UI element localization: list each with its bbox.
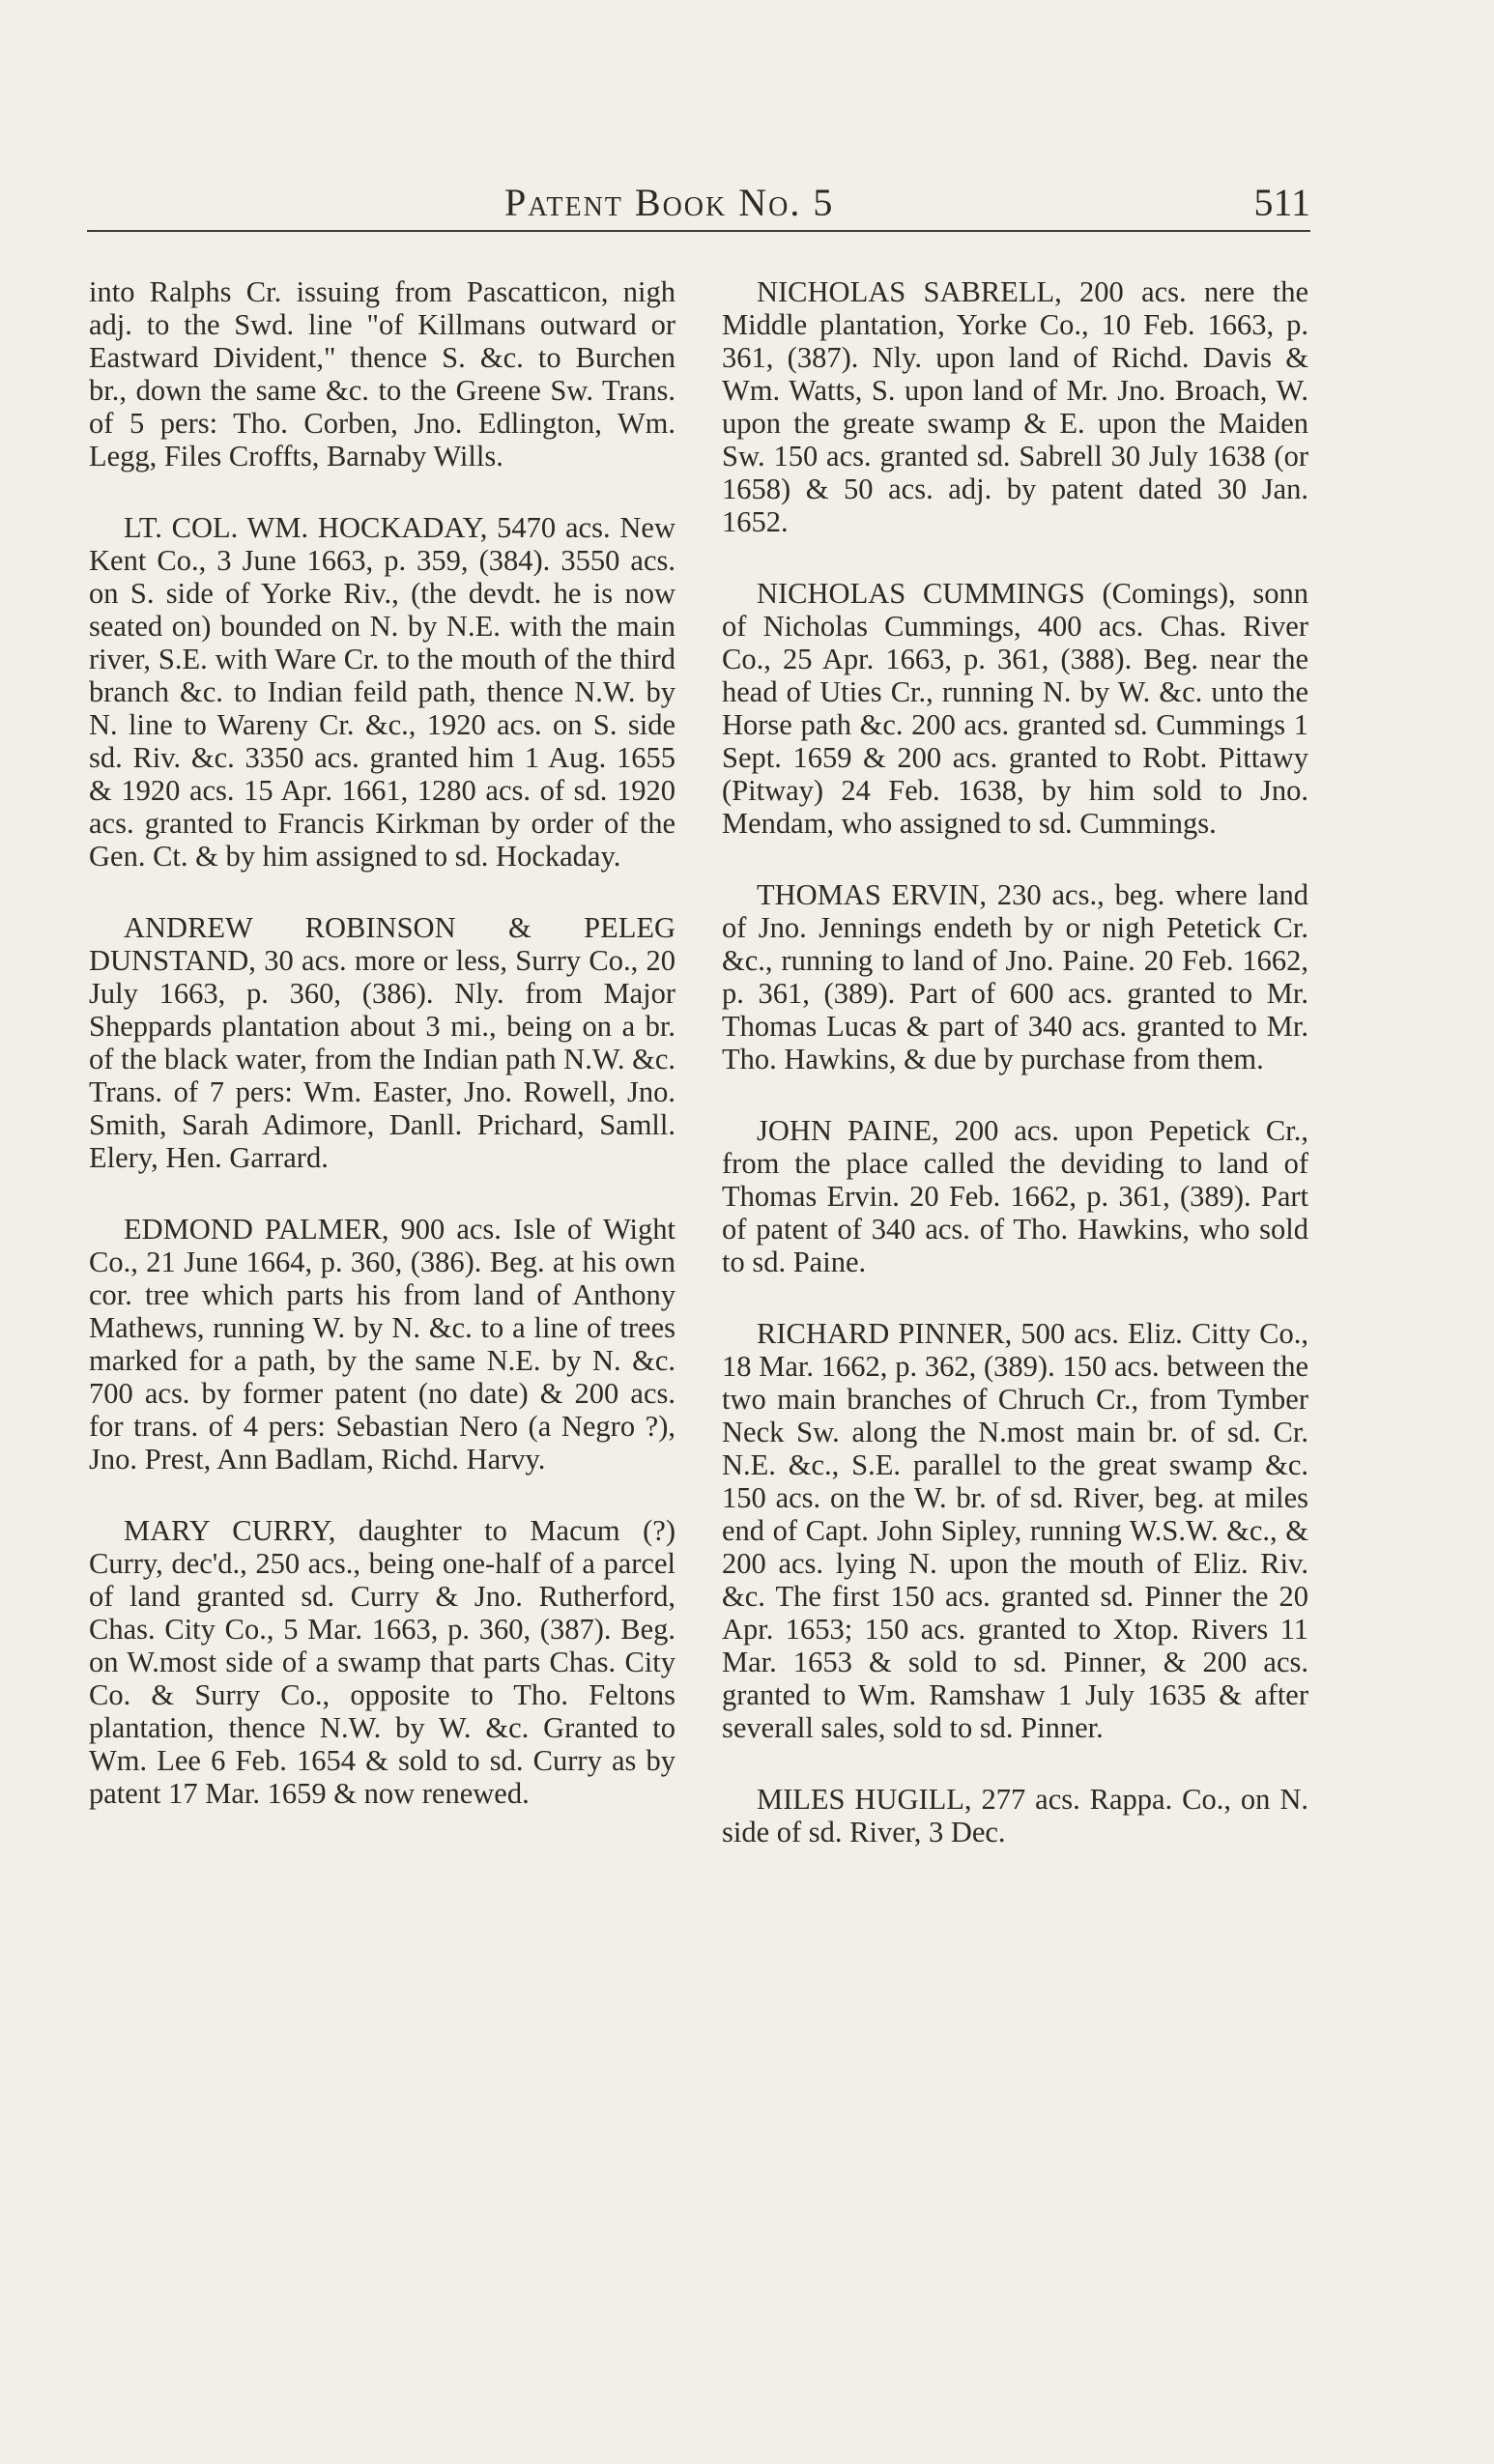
entry-palmer: EDMOND PALMER, 900 acs. Isle of Wight Co., 21 June 1664, p. 360, (386). Beg. at his own cor. tree which parts his from land of Anthony Mathews, running W. by N. &c. to a line of trees marked for a path, by the same N.E. by N. &c. 700 acs. by former patent (no date) & 200 acs. for trans. of 4 pers: Sebastian Nero (a Negro ?), Jno. Prest, Ann Badlam, Richd. Harvy. [89, 1213, 675, 1476]
entry-curry: MARY CURRY, daughter to Macum (?) Curry, dec'd., 250 acs., being one-half of a parcel of land granted sd. Curry & Jno. Rutherford, Chas. City Co., 5 Mar. 1663, p. 360, (387). Beg. on W.most side of a swamp that parts Chas. City Co. & Surry Co., opposite to Tho. Feltons plantation, thence N.W. by W. &c. Granted to Wm. Lee 6 Feb. 1654 & sold to sd. Curry as by patent 17 Mar. 1659 & now renewed. [89, 1514, 675, 1810]
right-column [722, 275, 1308, 1887]
page-header [87, 174, 1310, 232]
entry-paine: JOHN PAINE, 200 acs. upon Pepetick Cr., from the place called the deviding to land of Thomas Ervin. 20 Feb. 1662, p. 361, (389). Part of patent of 340 acs. of Tho. Hawkins, who sold to sd. Paine. [722, 1114, 1308, 1278]
entry-sabrell: NICHOLAS SABRELL, 200 acs. nere the Middle plantation, Yorke Co., 10 Feb. 1663, p. 361, (387). Nly. upon land of Richd. Davis & Wm. Watts, S. upon land of Mr. Jno. Broach, W. upon the greate swamp & E. upon the Maiden Sw. 150 acs. granted sd. Sabrell 30 July 1638 (or 1658) & 50 acs. adj. by patent dated 30 Jan. 1652. [722, 275, 1308, 538]
left-column [89, 275, 675, 1848]
entry-ervin: THOMAS ERVIN, 230 acs., beg. where land of Jno. Jennings endeth by or nigh Petetick Cr. &c., running to land of Jno. Paine. 20 Feb. 1662, p. 361, (389). Part of 600 acs. granted to Mr. Thomas Lucas & part of 340 acs. granted to Mr. Tho. Hawkins, & due by purchase from them. [722, 878, 1308, 1075]
entry-pinner: RICHARD PINNER, 500 acs. Eliz. Citty Co., 18 Mar. 1662, p. 362, (389). 150 acs. between the two main branches of Chruch Cr., from Tymber Neck Sw. along the N.most main br. of sd. Cr. N.E. &c., S.E. parallel to the great swamp &c. 150 acs. on the W. br. of sd. River, beg. at miles end of Capt. John Sipley, running W.S.W. &c., & 200 acs. lying N. upon the mouth of Eliz. Riv. &c. The first 150 acs. granted sd. Pinner the 20 Apr. 1653; 150 acs. granted to Xtop. Rivers 11 Mar. 1653 & sold to sd. Pinner, & 200 acs. granted to Wm. Ramshaw 1 July 1635 & after severall sales, sold to sd. Pinner. [722, 1317, 1308, 1744]
entry-hugill: MILES HUGILL, 277 acs. Rappa. Co., on N. side of sd. River, 3 Dec. [722, 1783, 1308, 1848]
entry-continued: into Ralphs Cr. issuing from Pascatticon, nigh adj. to the Swd. line "of Killmans outward or Eastward Divident," thence S. &c. to Burchen br., down the same &c. to the Greene Sw. Trans. of 5 pers: Tho. Corben, Jno. Edlington, Wm. Legg, Files Croffts, Barnaby Wills. [89, 275, 675, 473]
entry-cummings: NICHOLAS CUMMINGS (Comings), sonn of Nicholas Cummings, 400 acs. Chas. River Co., 25 Apr. 1663, p. 361, (388). Beg. near the head of Uties Cr., running N. by W. &c. unto the Horse path &c. 200 acs. granted sd. Cummings 1 Sept. 1659 & 200 acs. granted to Robt. Pittawy (Pitway) 24 Feb. 1638, by him sold to Jno. Mendam, who assigned to sd. Cummings. [722, 577, 1308, 840]
entry-hockaday: LT. COL. WM. HOCKADAY, 5470 acs. New Kent Co., 3 June 1663, p. 359, (384). 3550 acs. on S. side of Yorke Riv., (the devdt. he is now seated on) bounded on N. by N.E. with the main river, S.E. with Ware Cr. to the mouth of the third branch &c. to Indian feild path, thence N.W. by N. line to Wareny Cr. &c., 1920 acs. on S. side sd. Riv. &c. 3350 acs. granted him 1 Aug. 1655 & 1920 acs. 15 Apr. 1661, 1280 acs. of sd. 1920 acs. granted to Francis Kirkman by order of the Gen. Ct. & by him assigned to sd. Hockaday. [89, 511, 675, 873]
entry-robinson-dunstand: ANDREW ROBINSON & PELEG DUNSTAND, 30 acs. more or less, Surry Co., 20 July 1663, p. 360, (386). Nly. from Major Sheppards plantation about 3 mi., being on a br. of the black water, from the Indian path N.W. &c. Trans. of 7 pers: Wm. Easter, Jno. Rowell, Jno. Smith, Sarah Adimore, Danll. Prichard, Samll. Elery, Hen. Garrard. [89, 911, 675, 1174]
running-title: Patent Book No. 5 [504, 181, 835, 224]
header-rule [87, 230, 1310, 232]
page-number: 511 [1253, 181, 1310, 224]
